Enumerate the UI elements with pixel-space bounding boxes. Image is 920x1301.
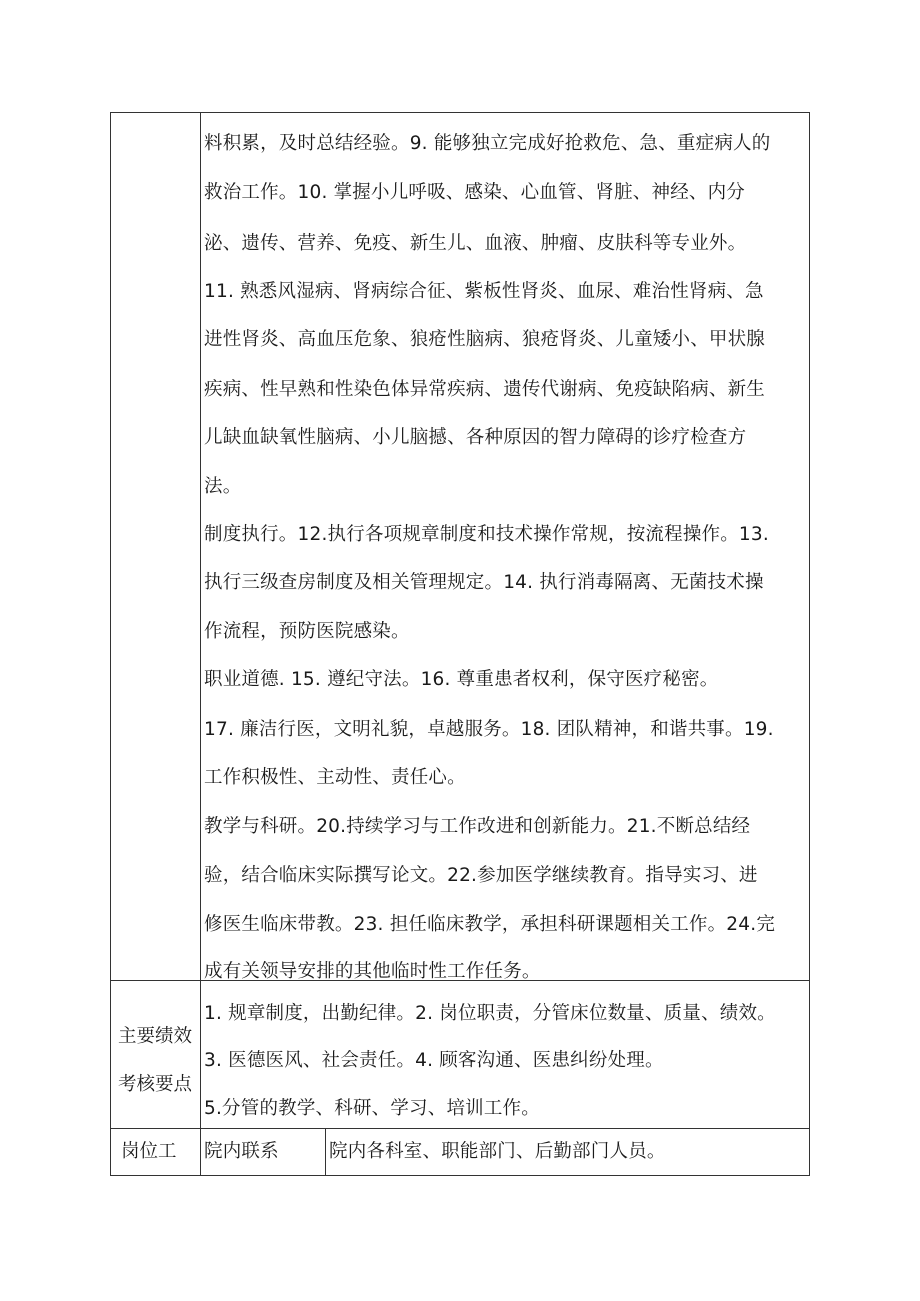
duties-line: 泌、遗传、营养、免疫、新生儿、血液、肿瘤、皮肤科等专业外。 <box>204 233 747 254</box>
relations-label: 岗位工 <box>121 1141 177 1162</box>
relations-divider <box>325 1128 326 1176</box>
duties-line: 教学与科研。20.持续学习与工作改进和创新能力。21.不断总结经 <box>204 816 751 837</box>
duties-line: 制度执行。12.执行各项规章制度和技术操作常规，按流程操作。13. <box>204 524 769 545</box>
performance-line: 5.分管的教学、科研、学习、培训工作。 <box>204 1098 540 1119</box>
performance-label-line1: 主要绩效 <box>118 1026 193 1047</box>
row-divider-relations <box>110 1128 810 1129</box>
duties-line: 验，结合临床实际撰写论文。22.参加医学继续教育。指导实习、进 <box>204 865 758 886</box>
duties-line: 疾病、性早熟和性染色体异常疾病、遗传代谢病、免疫缺陷病、新生 <box>204 379 766 400</box>
column-divider <box>200 112 201 1176</box>
performance-line: 3. 医德医风、社会责任。4. 顾客沟通、医患纠纷处理。 <box>204 1050 664 1071</box>
duties-line: 11. 熟悉风湿病、肾病综合征、紫板性肾炎、血尿、难治性肾病、急 <box>204 281 764 302</box>
duties-line: 职业道德. 15. 遵纪守法。16. 尊重患者权利，保守医疗秘密。 <box>204 669 719 690</box>
performance-line: 1. 规章制度，出勤纪律。2. 岗位职责，分管床位数量、质量、绩效。 <box>204 1003 776 1024</box>
duties-line: 修医生临床带教。23. 担任临床教学，承担科研课题相关工作。24.完 <box>204 914 776 935</box>
duties-line: 执行三级查房制度及相关管理规定。14. 执行消毒隔离、无菌技术操 <box>204 572 764 593</box>
duties-line: 法。 <box>204 476 242 497</box>
relations-content: 院内各科室、职能部门、后勤部门人员。 <box>329 1141 666 1162</box>
duties-line: 成有关领导安排的其他临时性工作任务。 <box>204 961 541 982</box>
relations-sub-label: 院内联系 <box>204 1141 279 1162</box>
duties-line: 17. 廉洁行医，文明礼貌，卓越服务。18. 团队精神，和谐共事。19. <box>204 719 774 740</box>
duties-line: 进性肾炎、高血压危象、狼疮性脑病、狼疮肾炎、儿童矮小、甲状腺 <box>204 329 766 350</box>
duties-line: 救治工作。10. 掌握小儿呼吸、感染、心血管、肾脏、神经、内分 <box>204 182 746 203</box>
duties-line: 作流程，预防医院感染。 <box>204 621 410 642</box>
duties-line: 料积累，及时总结经验。9. 能够独立完成好抢救危、急、重症病人的 <box>204 133 771 154</box>
duties-line: 工作积极性、主动性、责任心。 <box>204 767 466 788</box>
performance-label-line2: 考核要点 <box>118 1074 193 1095</box>
duties-line: 儿缺血缺氧性脑病、小儿脑撼、各种原因的智力障碍的诊疗检查方 <box>204 427 747 448</box>
